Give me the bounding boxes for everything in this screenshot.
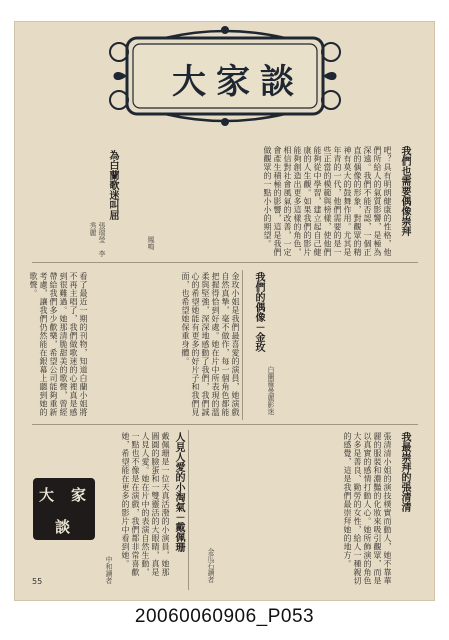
image-caption: 20060060906_P053 <box>134 606 315 627</box>
article-headline: 人見人愛的小淘氣－戴佩珊 <box>173 432 184 552</box>
logo-char: 談 <box>55 518 71 536</box>
article-headline: 我們也需要偶像崇拜 <box>399 146 410 236</box>
column-divider <box>188 430 189 590</box>
article-headline: 我最崇拜的張清清 <box>399 432 410 512</box>
section-divider <box>32 424 418 425</box>
column-divider <box>242 270 243 420</box>
article-body: 戴佩珊是一位天真活潑的小演員，她那圓圓的臉蛋和一雙靈活的大眼睛，真是人見人愛。她在片中的表演自然生動，一點也不像是在演戲，我們都非常喜歡她，希望能在更多的影片中看到她。 <box>121 432 170 577</box>
column-logo <box>33 478 95 540</box>
article-author: 鳳鳴 <box>147 236 155 250</box>
article-body: 看了最近一期的刊物，知道白蘭小姐將不再主唱了，我們做歌迷的心裡真是感到很難過。她那清脆甜美的歌聲，曾經帶給我們多少歡樂，希望公司能夠重新考慮，讓我們仍然能在銀幕上聽到她的歌聲。 <box>29 272 88 417</box>
article-body: 張清清小姐的演技樸實而動人，她不靠華麗的服裝和濃豔的化妝來吸引觀眾，而是以真實的感情打動人心。她所飾演的角色大多是善良、勤勞的女性，給人一種親切的感覺，這是我們最崇拜她的地方。 <box>343 432 392 585</box>
section-divider <box>32 262 418 263</box>
header-ornament <box>105 22 345 130</box>
page-number: 55 <box>32 577 43 586</box>
page-title: 大家談 <box>172 62 304 102</box>
article-body: 金玫小姐是我們最喜愛的演員，她演戲自然真摯，毫不做作，每一個角色都能把握得恰到好處。她在片中所表現的溫柔與堅強，深深地感動了我們，我們誠心的希望她能有更多的好片子和我們見面，也希望她保重身體。 <box>181 272 240 417</box>
logo-char: 家 <box>71 486 87 504</box>
logo-char: 大 <box>39 486 55 504</box>
article-author: 金瓜石讀者 <box>207 548 215 583</box>
article-body: 吧？具有明朗健康的性格，他們所給人的氣質影響，是極為深遠。我們不能否認，一個正直的偶像的形象，對觀眾的精神有莫大的鼓舞作用。尤其是年青的一代，他們需要的是一些正當的模範與榜樣，使他們能夠從中學習，建立起自己健康的人生觀。如果我們的影片能夠創造出更多這樣的角色，相信對社會風氣的改善，一定會產生積極的影響，這是我們做觀眾的一點小小的期望。 <box>263 146 392 257</box>
article-author: 白蘭羅曼麗影迷 <box>267 366 275 415</box>
article-headline: 我們的偶像－金玫 <box>253 272 264 352</box>
article-author: 張瑞瑩 李秀麗 <box>89 222 106 257</box>
article-headline: 為白蘭歌迷叫屈 <box>107 150 118 220</box>
article-author: 中和讀者 <box>105 556 113 584</box>
